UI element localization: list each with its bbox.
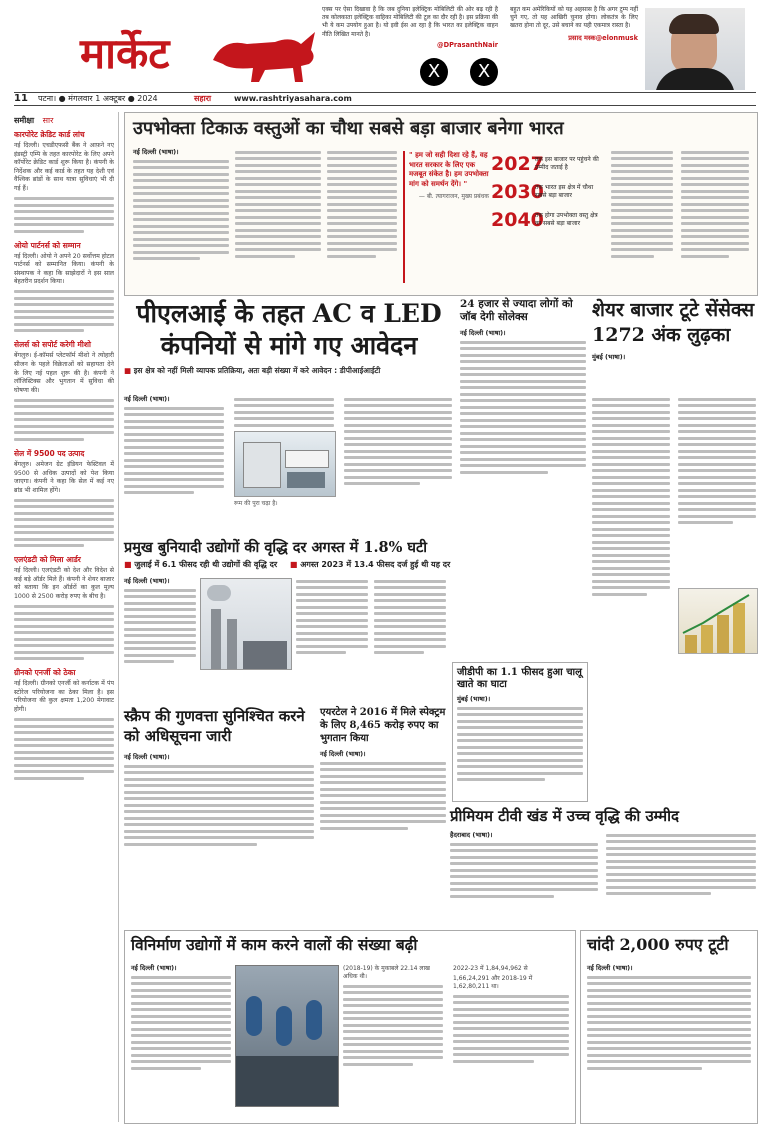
pli-image-caption: रूम की पुरा चढ़ा है।	[234, 499, 278, 507]
lead-col-2	[235, 147, 321, 261]
bullet-icon: ■	[124, 560, 135, 569]
sidebar-item-title: एलएंडटी को मिला आर्डर	[14, 555, 81, 565]
sensex-col-2	[678, 394, 756, 528]
lead-quote	[403, 151, 489, 283]
lead-col-1	[133, 147, 229, 264]
lead-col-5	[681, 147, 749, 261]
pli-headline-line2: कंपनियों से मांगे गए आवेदन	[160, 331, 418, 360]
sidebar-item-title: ग्रीनको एनर्जी को ठेका	[14, 668, 76, 678]
airtel-dateline: नई दिल्ली (भाषा)।	[320, 750, 366, 758]
tv-dateline: हैदराबाद (भाषा)।	[450, 831, 493, 839]
portrait-photo	[645, 8, 745, 90]
airtel-story	[320, 706, 446, 894]
solar-story	[460, 298, 586, 532]
manufacturing-figure-2: 2022-23 में 1,84,94,962 से	[453, 965, 528, 972]
manufacturing-dateline: नई दिल्ली (भाषा)।	[131, 964, 177, 972]
solar-headline: 24 हजार से ज्यादा लोगों को जॉब देगी सोलेक्स	[460, 298, 573, 323]
stat-year: 2030	[491, 181, 544, 203]
website-link[interactable]: www.rashtriyasahara.com	[234, 94, 352, 103]
core-col-2	[296, 576, 368, 658]
info-bar	[14, 92, 756, 106]
manufacturing-col-2	[343, 965, 443, 1069]
core-col-1	[124, 576, 196, 700]
core-subheads	[124, 559, 586, 570]
sensex-col-1	[592, 394, 670, 599]
lead-quote-attr: — बी. त्यागराजन, मुख्य प्रबंधक	[418, 193, 489, 200]
masthead	[0, 0, 768, 105]
lead-col-4	[611, 147, 673, 261]
stat-desc: तक इस बाजार पर पहुंचने की उम्मीद जताई है	[535, 156, 599, 171]
tv-col-1	[450, 830, 598, 901]
x-logo-icon: X	[420, 58, 448, 86]
bull-icon	[205, 24, 325, 86]
core-sub1: जुलाई में 6.1 फीसद रही थी उद्योगों की वृद्धि दर	[134, 560, 278, 569]
pli-col-1	[124, 394, 224, 498]
date-line: पटना। ● मंगलवार 1 अक्टूबर ● 2024	[38, 94, 158, 103]
stat-year: 2027	[491, 153, 544, 175]
page-number: 11	[14, 93, 28, 104]
sidebar-item	[14, 668, 114, 779]
promo-right-handle: प्रसाद मस्क@elonmusk	[568, 33, 638, 42]
sidebar-item-body: बेंगलुरु। अमेजन ग्रेट इंडियन फेस्टिवल में 9500 से अधिक उत्पादों को पेश किया जाएगा। कंपनी ने कहा कि सेल में कई नए ब्रांड भी शामिल होंगे।	[14, 460, 114, 494]
silver-dateline: नई दिल्ली (भाषा)।	[587, 964, 633, 972]
scrap-headline: स्क्रैप की गुणवत्ता सुनिश्चित करने को अधिसूचना जारी	[124, 707, 305, 745]
lead-col-3	[327, 147, 397, 261]
sidebar-item-title: सेल में 9500 पद उत्पाद	[14, 448, 85, 458]
sidebar	[14, 115, 114, 1125]
sidebar-tabs	[14, 115, 114, 126]
manufacturing-story	[124, 930, 576, 1124]
promo-box-right	[510, 6, 638, 88]
lead-stats	[491, 153, 603, 231]
appliance-image	[234, 431, 336, 497]
silver-story	[580, 930, 758, 1124]
lead-quote-text: " हम जो सही दिशा रहे हैं, वह भारत सरकार के लिए एक मजबूत संकेत है। हम उपभोक्ता मांग को समर्थन देंगे। "	[409, 151, 489, 188]
stat-year: 2040	[491, 209, 544, 231]
sidebar-item-body: नई दिल्ली। ग्रीनको एनर्जी को कर्नाटक में पंप स्टोरेज परियोजना का ठेका मिला है। इस परियोजना की कुल क्षमता 1,200 मेगावाट होगी।	[14, 680, 114, 713]
silver-headline: चांदी 2,000 रुपए टूटी	[587, 935, 729, 954]
pli-headline-line1: पीएलआई के तहत AC व LED	[136, 299, 442, 328]
bullet-icon: ■	[289, 560, 301, 569]
pli-col-3	[344, 394, 452, 489]
sidebar-item	[14, 130, 114, 233]
manufacturing-col-3	[453, 965, 569, 1066]
bullet-icon: ■	[124, 366, 134, 375]
gdp-headline: जीडीपी का 1.1 फीसद हुआ चालू खाते का घाटा	[457, 667, 582, 690]
airtel-headline: एयरटेल ने 2016 में मिले स्पेक्ट्रम के लिए 8,465 करोड़ रुपए का भुगतान किया	[320, 707, 446, 744]
sidebar-item-body: नई दिल्ली। ओयो ने अपने 20 सर्वोत्तम होटल पार्टनर्स को सम्मानित किया। कंपनी के संस्थापक ने कहा कि साझेदारों ने इस साल बेहतरीन प्रदर्शन किया।	[14, 252, 114, 286]
sidebar-item	[14, 241, 114, 333]
lead-story	[124, 112, 758, 296]
sidebar-item-title: कारपोरेट क्रेडिट कार्ड लांच	[14, 130, 85, 139]
manufacturing-headline: विनिर्माण उद्योगों में काम करने वालों की संख्या बढ़ी	[131, 935, 418, 954]
x-logo-icon: X	[470, 58, 498, 86]
sidebar-tag-review: समीक्षा	[14, 116, 35, 125]
sidebar-item-body: नई दिल्ली। एलएंडटी को देश और विदेश से कई बड़े ऑर्डर मिले हैं। कंपनी ने शेयर बाजार को बताया कि इन ऑर्डरों का कुल मूल्य 1000 से 2500 करोड़ रुपए के बीच है।	[14, 567, 114, 601]
sensex-story	[592, 298, 756, 802]
stat-desc: तक भारत इस क्षेत्र में चौथा सबसे बड़ा बाजार	[535, 184, 594, 199]
silver-col	[587, 963, 751, 1073]
gdp-dateline: मुंबई (भाषा)।	[457, 695, 491, 703]
gdp-story-panel	[452, 662, 588, 802]
tv-story	[450, 806, 756, 924]
pli-dateline: नई दिल्ली (भाषा)।	[124, 395, 170, 403]
workers-image	[235, 965, 339, 1107]
core-headline: प्रमुख बुनियादी उद्योगों की वृद्धि दर अगस्त में 1.8% घटी	[124, 539, 428, 556]
manufacturing-col-1	[131, 963, 231, 1073]
section-title: मार्केट	[80, 29, 170, 78]
lead-headline: उपभोक्ता टिकाऊ वस्तुओं का चौथा सबसे बड़ा बाजार बनेगा भारत	[133, 118, 564, 139]
scrap-story	[124, 706, 314, 894]
scrap-dateline: नई दिल्ली (भाषा)।	[124, 753, 170, 761]
solar-dateline: नई दिल्ली (भाषा)।	[460, 329, 506, 337]
coins-image	[678, 588, 758, 654]
paper-name: सहारा	[194, 94, 212, 103]
manufacturing-figure-1: (2018-19) के मुकाबले 22.14 लाख अधिक थी।	[343, 965, 430, 980]
pli-story	[124, 298, 454, 532]
stat-row	[491, 209, 603, 231]
promo-right-text: बहुत कम अमेरिकियों को यह अहसास है कि अगर टुम्प नहीं चुने गए, तो यह आखिरी चुनाव होगा। लोकतंत्र के लिए खतरा होना तो दूर, उसे बचाने का यही एकमात्र रास्ता है।	[510, 6, 638, 30]
sidebar-item	[14, 340, 114, 440]
core-col-3	[374, 576, 446, 658]
core-sub2: अगस्त 2023 में 13.4 फीसद दर्ज हुई थी यह दर	[300, 560, 451, 569]
sidebar-item-body: नई दिल्ली। एचडीएफसी बैंक ने आफ़ने नए इंडस्ट्री एम्पि के तहत कारपोरेट के लिए अपने कॉर्पोरेट क्रेडिट कार्ड शुरू किया है। कंपनी के निर्देशक और कई कार्ड के तहत यह देशी एवं वैश्विक ब्रांडों के साथ यात्रा सुविधाएं भी दी गई हैं।	[14, 142, 114, 192]
sidebar-item-body: बेंगलुरु। ई-कॉमर्स प्लेटफॉर्म मीशो ने त्योहारी सीजन के पहले विक्रेताओं को सहायता देने के लिए नई पहल शुरू की है। कंपनी ने लॉजिस्टिक्स और भुगतान में सुविधा की घोषणा की।	[14, 352, 114, 394]
stat-row	[491, 153, 603, 175]
promo-left-text: एक्स पर ऐसा दिखावा है कि जब दुनिया इलेक्ट्रिक मोबिलिटी की ओर बढ़ रही है तब कोलकाता इलेक्ट्रिक वाहिका मोबिलिटी की टूल का दौर रही है। इस प्रक्रिया की भी ये कम उपयोग हुआ है। यो इवी ईस आ रहा है कि भारत का इलेक्ट्रिक वाहन नीति लिखित मानते है।	[322, 6, 498, 38]
tv-col-2	[606, 830, 756, 899]
promo-left-handle: @DPrasanthNair	[437, 40, 498, 49]
stat-row	[491, 181, 603, 203]
sidebar-tag-summary: सार	[42, 116, 54, 125]
manufacturing-figure-3: 1,66,24,291 और 2018-19 में 1,62,80,211 था।	[453, 975, 533, 990]
factory-image	[200, 578, 292, 670]
pli-col-2	[234, 394, 334, 507]
sensex-dateline: मुंबई (भाषा)।	[592, 353, 626, 361]
sidebar-item	[14, 555, 114, 660]
pli-subhead	[124, 366, 454, 376]
sidebar-item-title: सेलर्स को सपोर्ट करेगी मीशो	[14, 340, 91, 350]
tv-headline: प्रीमियम टीवी खंड में उच्च वृद्धि की उम्मीद	[450, 807, 679, 825]
core-dateline: नई दिल्ली (भाषा)।	[124, 577, 170, 585]
stat-desc: तक होगा उपभोक्ता वस्तु क्षेत्र का सबसे बड़ा बाजार	[535, 212, 598, 227]
sidebar-item-title: ओयो पार्टनर्स को सम्मान	[14, 240, 81, 250]
sensex-headline: शेयर बाजार टूटे सेंसेक्स 1272 अंक लुढ़का	[592, 299, 755, 346]
lead-dateline: नई दिल्ली (भाषा)।	[133, 148, 179, 156]
sidebar-item	[14, 449, 114, 547]
pli-subhead-text: इस क्षेत्र को नहीं मिली व्यापक प्रतिक्रिया, अतः बड़ी संख्या में करे आवेदन : डीपीआईआईटी	[133, 366, 381, 375]
